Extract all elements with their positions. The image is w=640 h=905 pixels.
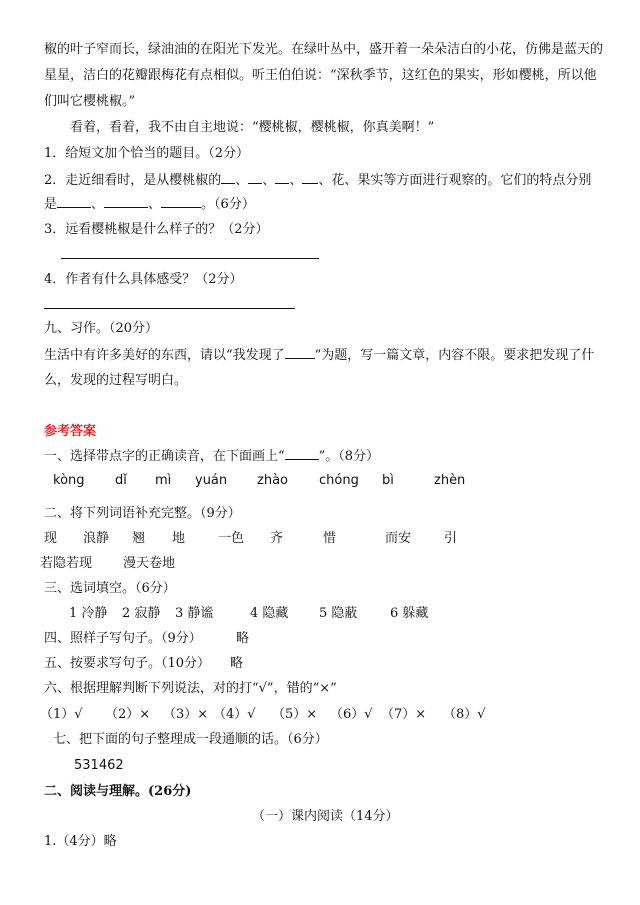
answers-heading: 参考答案: [44, 424, 97, 439]
word-item: 一色: [218, 531, 245, 546]
answers-section-3-title: 三、选词填空。（6分）: [44, 581, 176, 596]
answer-blank: [285, 346, 315, 359]
essay-prompt-b: ”为题，写一篇文章，内容不限。要求把发现了什: [314, 348, 595, 363]
judge-item: （8）√: [443, 707, 486, 722]
pinyin-item: bì: [382, 473, 394, 488]
question-1: 1．给短文加个恰当的题目。（2分）: [44, 146, 250, 161]
answer-blank: [248, 171, 262, 184]
question-2-line-2: [44, 195, 255, 214]
section-1-title-a: 一、选择带点字的正确读音，在下面画上“: [44, 449, 285, 464]
answer-blank: [221, 171, 235, 184]
judge-item: （2）×: [105, 707, 151, 722]
word-item: 惜: [323, 531, 337, 546]
question-2-text-a: 2．走近细看时，是从樱桃椒的: [44, 173, 222, 188]
judge-item: （4）√: [213, 707, 256, 722]
answers-section-1-title: [44, 447, 379, 466]
choice-item: 2 寂静: [122, 606, 161, 621]
answer-blank: [104, 195, 148, 208]
question-2-line-1: [44, 171, 591, 190]
essay-title: 九、习作。（20分）: [44, 321, 159, 336]
section-4-answer: 略: [236, 631, 250, 646]
essay-prompt-a: 生活中有许多美好的东西，请以“我发现了: [44, 348, 285, 363]
judge-item: （6）√: [330, 707, 373, 722]
part-2-question-1: 1.（4分）略: [44, 834, 117, 849]
answer-blank: [302, 171, 318, 184]
choice-item: 6 躲藏: [390, 606, 429, 621]
pinyin-item: yuán: [195, 473, 228, 488]
word-item: 现: [44, 531, 58, 546]
part-2-subtitle: （一）课内阅读（14分）: [252, 809, 399, 824]
answers-section-4-title: 四、照样子写句子。（9分）: [44, 631, 202, 646]
question-4: 4．作者有什么具体感受？（2分）: [44, 272, 243, 287]
answer-blank: [57, 195, 91, 208]
passage-line-1: 椒的叶子窄而长，绿油油的在阳光下发光。在绿叶丛中，盛开着一朵朵洁白的小花，仿佛是蓝天的: [44, 42, 604, 57]
answer-line-q3: [61, 258, 319, 259]
separator: 、: [235, 173, 249, 188]
word-item: 地: [172, 531, 186, 546]
pinyin-item: zhèn: [434, 473, 466, 488]
question-2-text-b: 、花、果实等方面进行观察的。它们的特点分别: [318, 173, 592, 188]
passage-line-3: 们叫它樱桃椒。”: [44, 94, 136, 109]
answer-blank: [275, 171, 289, 184]
word-item: 若隐若现: [40, 556, 93, 571]
question-3: 3．远看樱桃椒是什么样子的？（2分）: [44, 222, 269, 237]
answers-section-2-title: 二、将下列词语补充完整。（9分）: [44, 506, 241, 521]
section-1-title-b: ”。（8分）: [318, 449, 380, 464]
choice-item: 1 冷静: [69, 606, 108, 621]
separator: 、: [148, 197, 162, 212]
word-item: 漫天卷地: [123, 556, 176, 571]
pinyin-item: zhào: [257, 473, 288, 488]
essay-prompt-line-1: [44, 346, 594, 365]
judge-item: （7）×: [381, 707, 427, 722]
essay-prompt-line-2: 么，发现的过程写明白。: [44, 373, 188, 388]
judge-item: （3）×: [163, 707, 209, 722]
question-2-suffix: 。（6分）: [201, 197, 255, 212]
pinyin-item: dǐ: [115, 473, 127, 488]
separator: 、: [262, 173, 276, 188]
word-item: 齐: [270, 531, 284, 546]
answers-section-5-title: 五、按要求写句子。（10分）: [44, 656, 211, 671]
word-item: 引: [444, 531, 458, 546]
word-item: 翘: [132, 531, 146, 546]
judge-item: （1）√: [40, 707, 83, 722]
pinyin-item: chóng: [319, 473, 359, 488]
pinyin-item: kòng: [53, 473, 85, 488]
part-2-title: 二、阅读与理解。(26分): [44, 784, 192, 799]
choice-item: 5 隐蔽: [319, 606, 358, 621]
passage-line-2: 星星，洁白的花瓣跟梅花有点相似。听王伯伯说：“深秋季节，这红色的果实，形如樱桃，所以他: [44, 68, 597, 83]
pinyin-item: mì: [155, 473, 172, 488]
answers-section-7-title: 七、把下面的句子整理成一段通顺的话。（6分）: [53, 732, 328, 747]
judge-item: （5）×: [272, 707, 318, 722]
answers-section-6-title: 六、根据理解判断下列说法，对的打“√”，错的“×”: [44, 681, 337, 696]
answer-line-q4: [44, 308, 295, 309]
choice-item: 3 静谧: [175, 606, 214, 621]
section-7-answer: 531462: [74, 758, 124, 773]
choice-item: 4 隐藏: [250, 606, 289, 621]
section-5-answer: 略: [230, 656, 244, 671]
answer-blank: [285, 447, 319, 460]
word-item: 而安: [385, 531, 412, 546]
passage-line-4: 看着，看着，我不由自主地说：“樱桃椒，樱桃椒，你真美啊！”: [70, 120, 435, 135]
answer-blank: [161, 195, 201, 208]
separator: 、: [91, 197, 105, 212]
question-2-prefix: 是: [44, 197, 58, 212]
word-item: 浪静: [83, 531, 110, 546]
separator: 、: [289, 173, 303, 188]
